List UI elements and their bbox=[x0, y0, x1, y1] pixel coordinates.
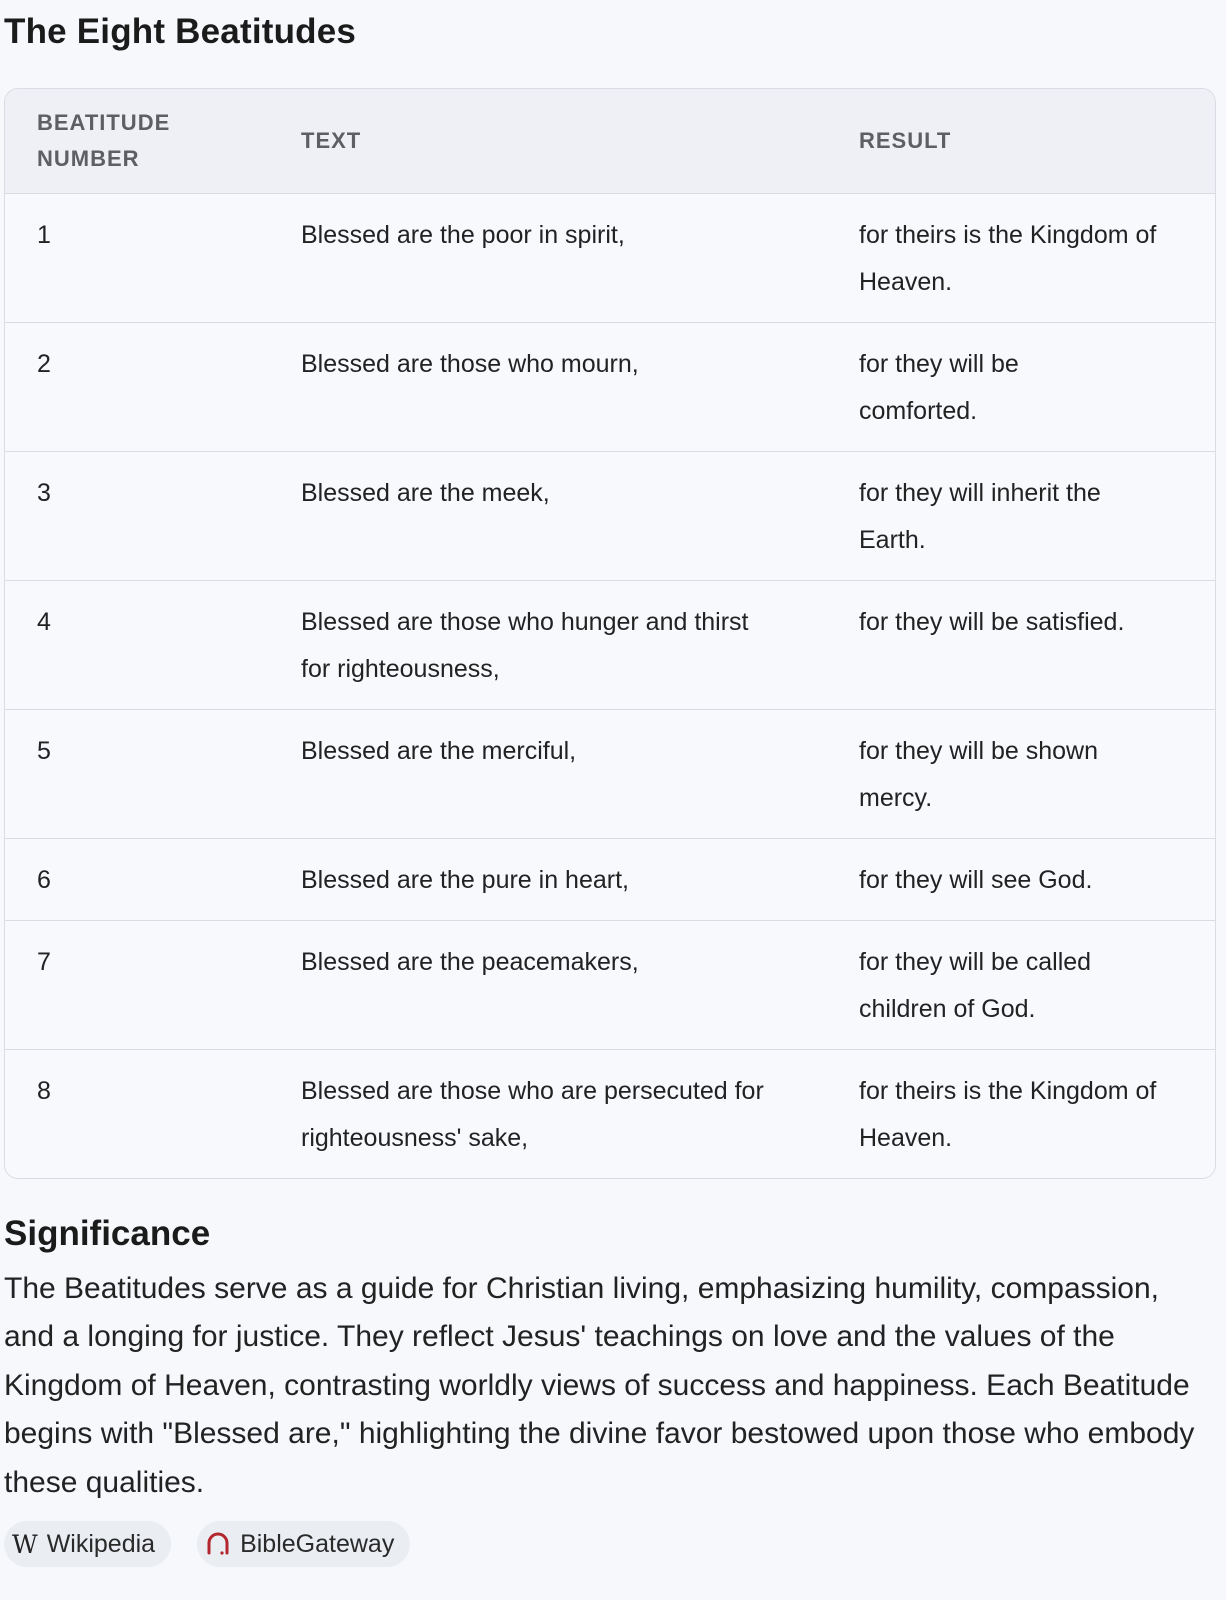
row-number: 3 bbox=[5, 451, 270, 580]
table-row bbox=[5, 838, 1216, 920]
page bbox=[4, 0, 1214, 1567]
row-result: for they will be called children of God. bbox=[835, 920, 1216, 1049]
row-text: Blessed are the pure in heart, bbox=[270, 838, 835, 920]
row-number: 1 bbox=[5, 193, 270, 322]
significance-body: The Beatitudes serve as a guide for Christian living, emphasizing humility, compassion, and a longing for justice. They reflect Jesus' teachings on love and the values of the Kingdom of Heaven, contrasting worldly views of success and happiness. Each Beatitude begins with "Blessed are," highlighting the divine favor bestowed upon those who embody these qualities. bbox=[4, 1271, 1195, 1499]
table-row bbox=[5, 920, 1216, 1049]
row-result: for they will see God. bbox=[835, 838, 1216, 920]
row-number: 4 bbox=[5, 580, 270, 709]
row-number: 8 bbox=[37, 1076, 51, 1105]
row-text: Blessed are those who are persecuted for righteousness' sake, bbox=[301, 1076, 764, 1152]
biblegateway-source-chip[interactable] bbox=[197, 1521, 410, 1567]
significance-heading: Significance bbox=[4, 1213, 211, 1253]
row-text: Blessed are those who hunger and thirst for righteousness, bbox=[270, 580, 835, 709]
row-number: 6 bbox=[5, 838, 270, 920]
biblegateway-icon bbox=[205, 1531, 231, 1557]
row-result: for theirs is the Kingdom of Heaven. bbox=[835, 193, 1216, 322]
row-number: 5 bbox=[5, 709, 270, 838]
row-result: for they will inherit the Earth. bbox=[835, 451, 1216, 580]
row-text: Blessed are the peacemakers, bbox=[270, 920, 835, 1049]
row-text: Blessed are the merciful, bbox=[270, 709, 835, 838]
row-number: 7 bbox=[5, 920, 270, 1049]
header-beatitude-number: BEATITUDE NUMBER bbox=[5, 89, 270, 193]
header-result: RESULT bbox=[835, 89, 1216, 193]
page-title: The Eight Beatitudes bbox=[4, 12, 357, 51]
row-result: for they will be satisfied. bbox=[835, 580, 1216, 709]
wikipedia-source-chip[interactable] bbox=[4, 1521, 171, 1567]
biblegateway-label: BibleGateway bbox=[240, 1529, 395, 1558]
table-row bbox=[5, 451, 1216, 580]
wikipedia-icon: W bbox=[12, 1529, 38, 1559]
row-result: for they will be shown mercy. bbox=[835, 709, 1216, 838]
table-row bbox=[5, 193, 1216, 322]
beatitudes-table bbox=[4, 88, 1216, 1179]
header-text: TEXT bbox=[270, 89, 835, 193]
table-row bbox=[5, 1049, 1216, 1178]
wikipedia-label: Wikipedia bbox=[46, 1529, 156, 1558]
row-text: Blessed are the poor in spirit, bbox=[270, 193, 835, 322]
row-result: for they will be comforted. bbox=[835, 322, 1216, 451]
row-result: for theirs is the Kingdom of Heaven. bbox=[859, 1076, 1157, 1152]
table-header-row bbox=[5, 89, 1216, 193]
table-row bbox=[5, 322, 1216, 451]
table-row bbox=[5, 709, 1216, 838]
row-text: Blessed are those who mourn, bbox=[270, 322, 835, 451]
row-number: 2 bbox=[5, 322, 270, 451]
table-row bbox=[5, 580, 1216, 709]
row-text: Blessed are the meek, bbox=[270, 451, 835, 580]
source-chips bbox=[4, 1521, 1214, 1567]
